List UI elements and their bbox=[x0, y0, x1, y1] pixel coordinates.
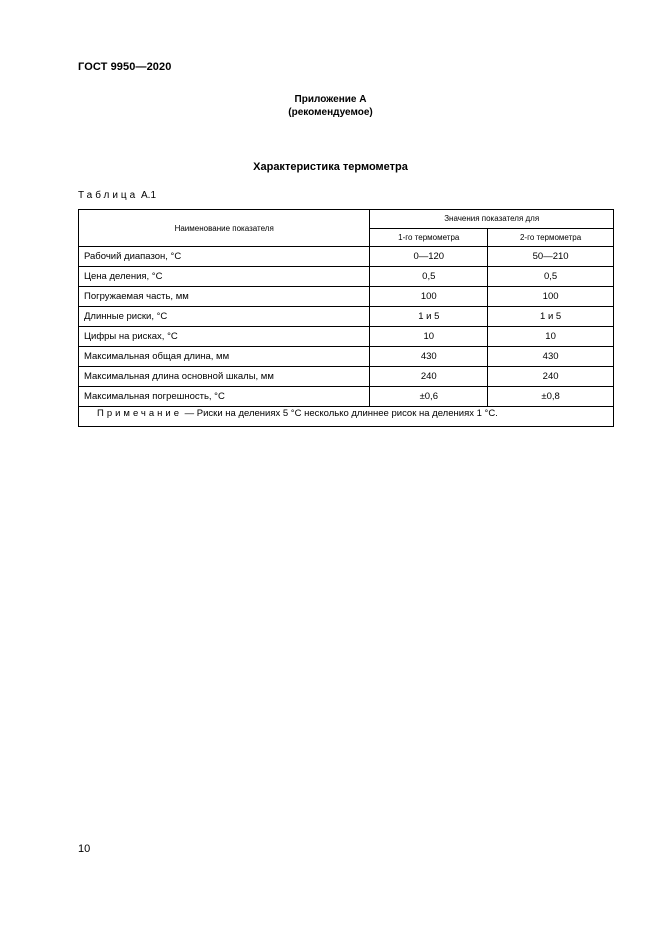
column-header-values-group: Значения показателя для bbox=[370, 210, 614, 229]
table-row bbox=[79, 267, 614, 287]
appendix-subtitle: (рекомендуемое) bbox=[288, 107, 373, 118]
note-label: Примечание bbox=[97, 408, 182, 419]
row-value-2: 50—210 bbox=[488, 247, 614, 267]
row-name: Максимальная длина основной шкалы, мм bbox=[79, 367, 370, 387]
spec-table bbox=[78, 209, 614, 427]
row-value-2: 430 bbox=[488, 347, 614, 367]
row-value-1: 1 и 5 bbox=[370, 307, 488, 327]
table-header-row bbox=[79, 210, 614, 229]
row-value-2: 1 и 5 bbox=[488, 307, 614, 327]
row-value-2: 240 bbox=[488, 367, 614, 387]
table-row bbox=[79, 367, 614, 387]
table-row bbox=[79, 387, 614, 407]
row-value-1: 240 bbox=[370, 367, 488, 387]
row-value-2: 0,5 bbox=[488, 267, 614, 287]
row-name: Рабочий диапазон, °С bbox=[79, 247, 370, 267]
row-name: Цена деления, °С bbox=[79, 267, 370, 287]
table-caption-number: А.1 bbox=[141, 190, 157, 201]
table-row bbox=[79, 307, 614, 327]
row-value-2: 10 bbox=[488, 327, 614, 347]
table-caption-label: Таблица bbox=[78, 190, 139, 201]
table-row bbox=[79, 347, 614, 367]
row-name: Цифры на рисках, °С bbox=[79, 327, 370, 347]
column-header-thermometer-1: 1-го термометра bbox=[370, 228, 488, 247]
column-header-name: Наименование показателя bbox=[79, 210, 370, 247]
page-number: 10 bbox=[78, 843, 91, 855]
table-caption bbox=[78, 190, 156, 201]
table-row bbox=[79, 247, 614, 267]
table-note bbox=[79, 407, 614, 427]
row-value-1: 10 bbox=[370, 327, 488, 347]
row-value-1: ±0,6 bbox=[370, 387, 488, 407]
row-value-1: 0—120 bbox=[370, 247, 488, 267]
table-row bbox=[79, 327, 614, 347]
row-name: Максимальная погрешность, °С bbox=[79, 387, 370, 407]
appendix-heading bbox=[0, 93, 661, 119]
note-text: — Риски на делениях 5 °С несколько длиннее рисок на делениях 1 °С. bbox=[182, 408, 498, 419]
section-title: Характеристика термометра bbox=[253, 161, 408, 173]
table-note-row bbox=[79, 407, 614, 427]
row-value-1: 0,5 bbox=[370, 267, 488, 287]
appendix-title: Приложение А bbox=[294, 94, 367, 105]
row-name: Погружаемая часть, мм bbox=[79, 287, 370, 307]
column-header-thermometer-2: 2-го термометра bbox=[488, 228, 614, 247]
row-name: Длинные риски, °С bbox=[79, 307, 370, 327]
table-row bbox=[79, 287, 614, 307]
row-value-1: 430 bbox=[370, 347, 488, 367]
document-code: ГОСТ 9950—2020 bbox=[78, 61, 172, 73]
row-name: Максимальная общая длина, мм bbox=[79, 347, 370, 367]
row-value-1: 100 bbox=[370, 287, 488, 307]
row-value-2: ±0,8 bbox=[488, 387, 614, 407]
row-value-2: 100 bbox=[488, 287, 614, 307]
